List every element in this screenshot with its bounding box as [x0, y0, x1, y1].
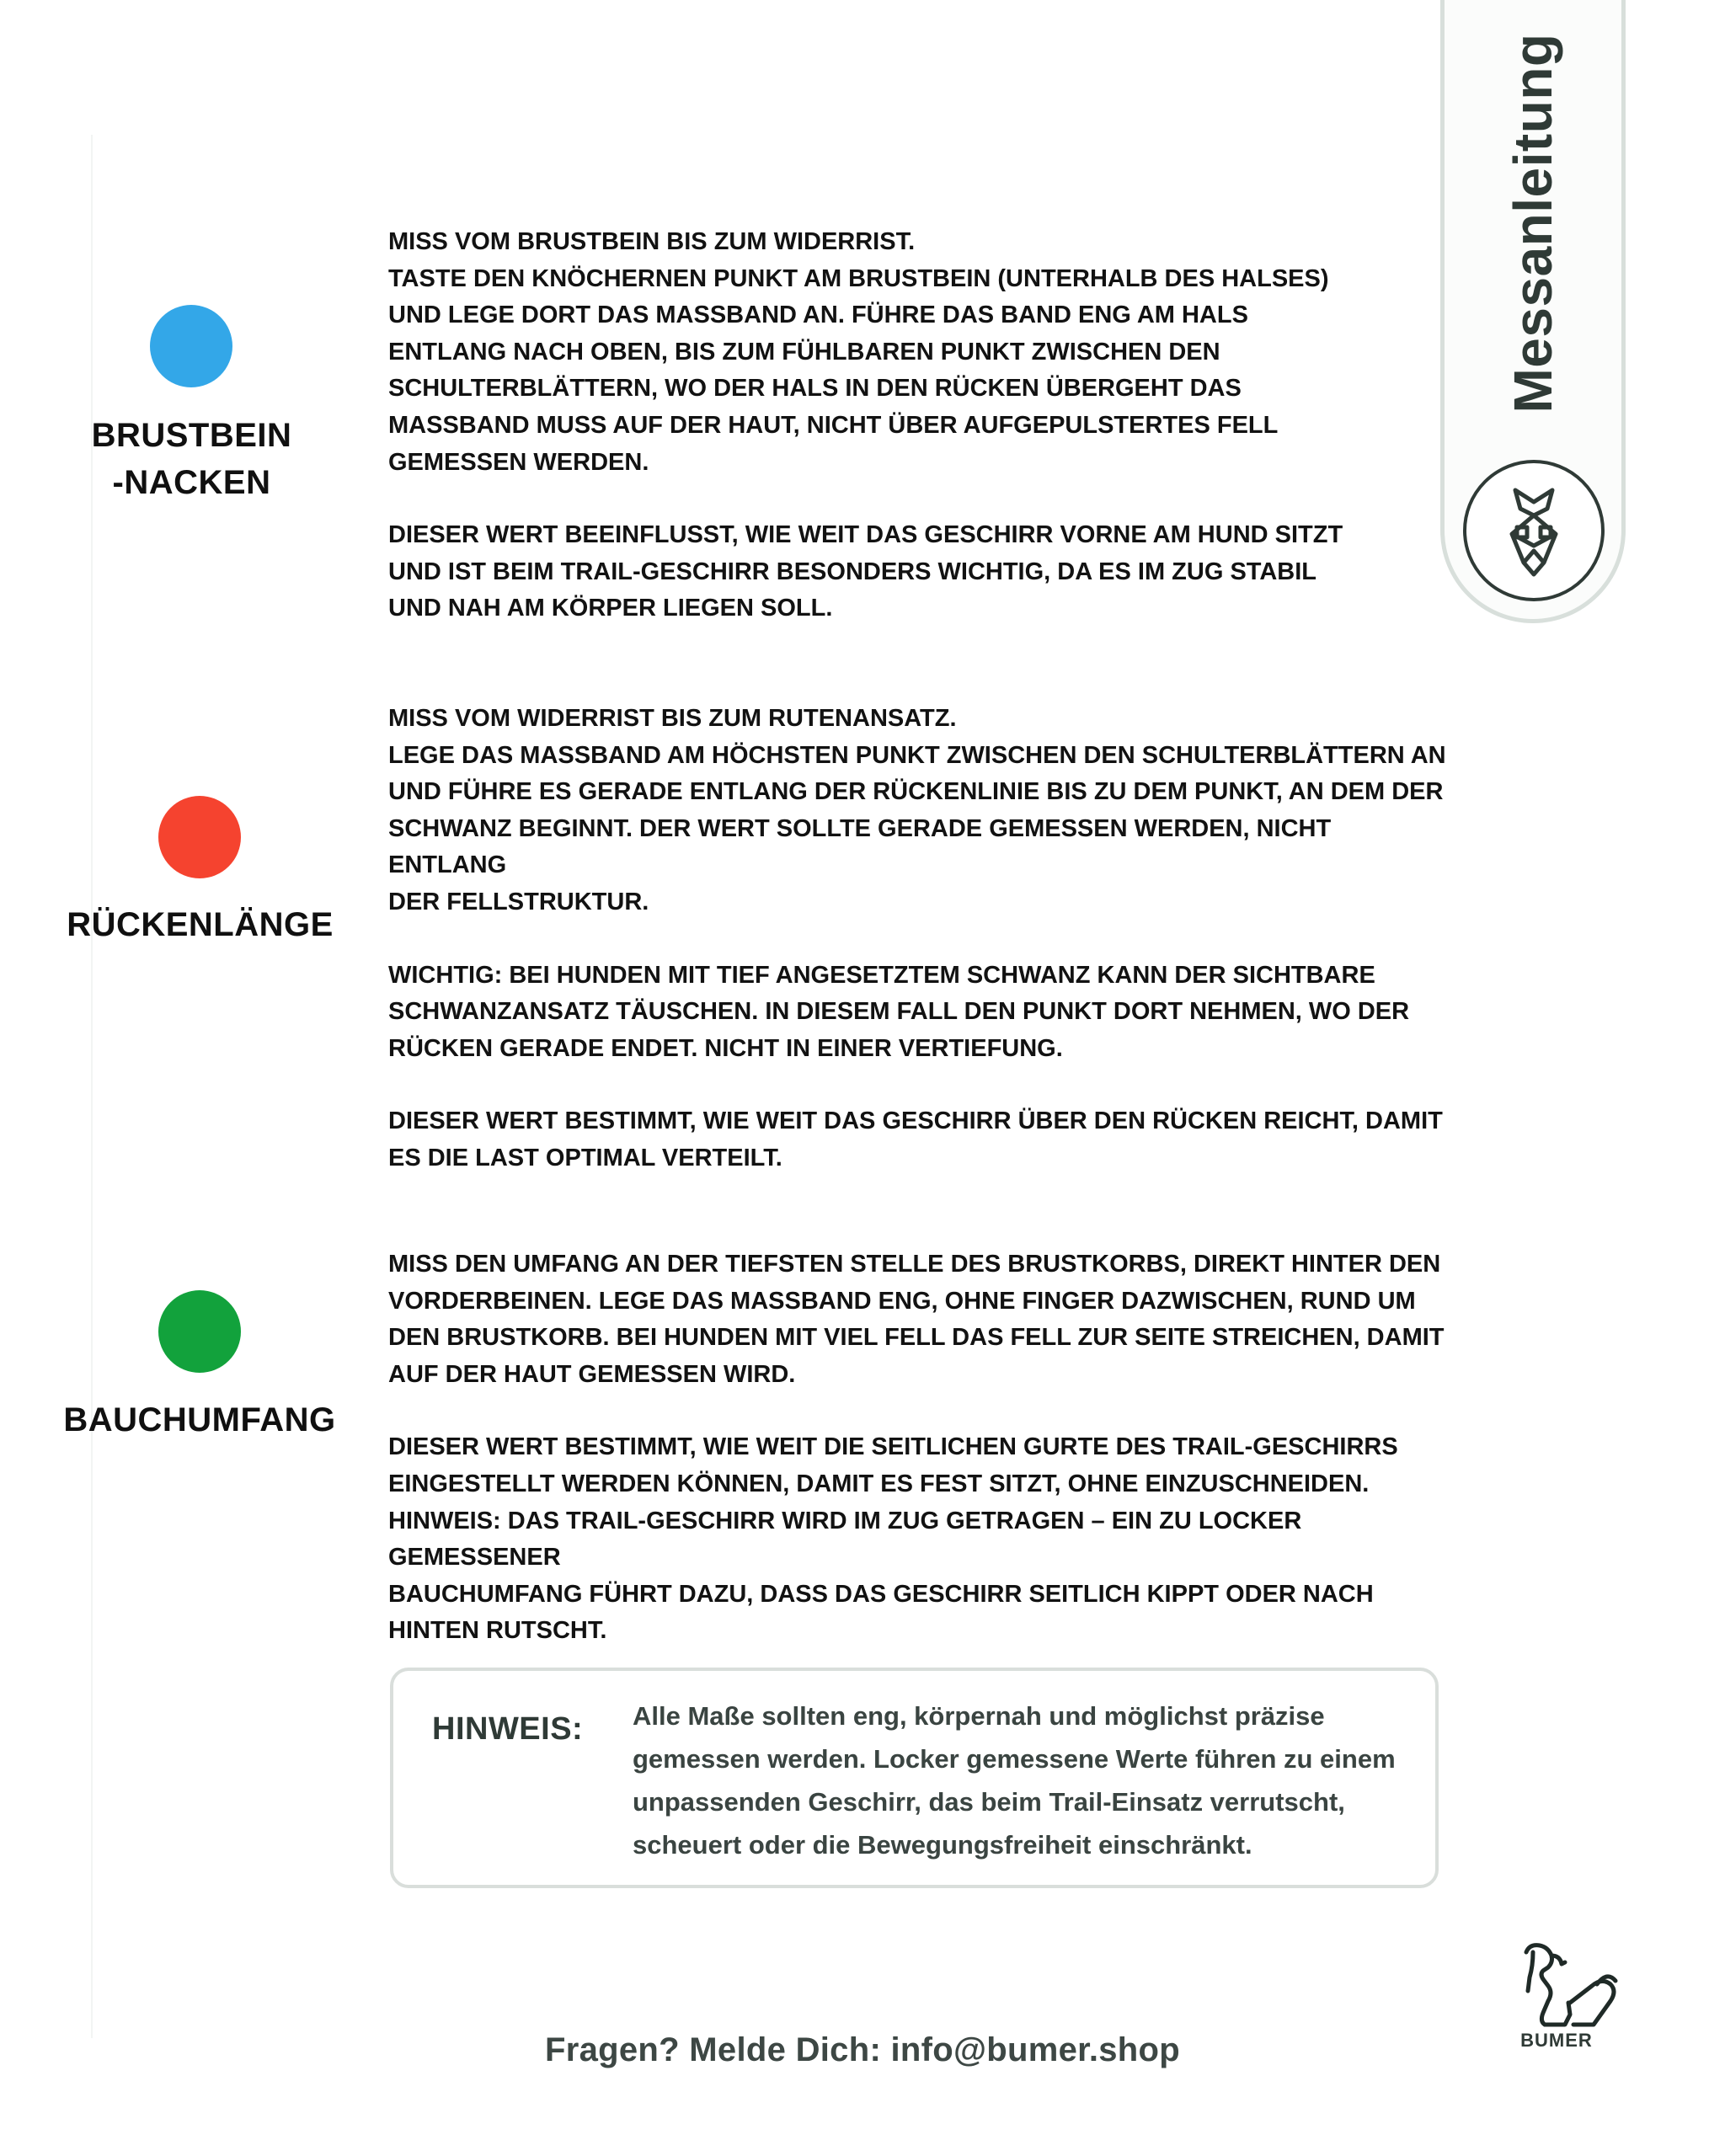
- section-label-brustbein: BRUSTBEIN -NACKEN: [91, 417, 292, 501]
- tab-title: Messanleitung: [1503, 33, 1563, 414]
- hint-box: [390, 1668, 1439, 1888]
- footer-contact: Fragen? Melde Dich: info@bumer.shop: [545, 2031, 1180, 2068]
- logo-wordmark: BUMER: [1520, 2030, 1593, 2051]
- paragraph: MISS VOM BRUSTBEIN BIS ZUM WIDERRIST. TASTE DEN KNÖCHERNEN PUNKT AM BRUSTBEIN (UNTERHALB DES HALSES) UND LEGE DORT DAS MASSBAND AN. FÜHRE DAS BAND ENG AM HALS ENTLANG NACH OBEN, BIS ZUM FÜHLBAREN PUNKT ZWISCHEN DEN SCHULTERBLÄTTERN, WO DER HALS IN DEN RÜCKEN ÜBERGEHT DAS MASSBAND MUSS AUF DER HAUT, NICHT ÜBER AUFGEPULSTERTES FELL GEMESSEN WERDEN.: [388, 228, 1329, 476]
- section-text-bauchumfang: [388, 1246, 1450, 1650]
- paragraph: WICHTIG: BEI HUNDEN MIT TIEF ANGESETZTEM SCHWANZ KANN DER SICHTBARE SCHWANZANSATZ TÄUSCHEN. IN DIESEM FALL DEN PUNKT DORT NEHMEN, WO DER RÜCKEN GERADE ENDET. NICHT IN EINER VERTIEFUNG.: [388, 961, 1410, 1062]
- hint-title: HINWEIS:: [432, 1711, 584, 1747]
- paragraph: MISS DEN UMFANG AN DER TIEFSTEN STELLE DES BRUSTKORBS, DIREKT HINTER DEN VORDERBEINEN. LEGE DAS MASSBAND ENG, OHNE FINGER DAZWISCHEN, RUND UM DEN BRUSTKORB. BEI HUNDEN MIT VIEL FELL DAS FELL ZUR SEITE STREICHEN, DAMIT AUF DER HAUT GEMESSEN WIRD.: [388, 1251, 1445, 1388]
- section-label-bauchumfang: BAUCHUMFANG: [63, 1401, 336, 1438]
- green-marker-dot: [158, 1290, 241, 1373]
- section-label-rueckenlaenge: RÜCKENLÄNGE: [67, 906, 334, 943]
- paragraph: DIESER WERT BESTIMMT, WIE WEIT DIE SEITLICHEN GURTE DES TRAIL-GESCHIRRS EINGESTELLT WERDEN KÖNNEN, DAMIT ES FEST SITZT, OHNE EINZUSCHNEIDEN. HINWEIS: DAS TRAIL-GESCHIRR WIRD IM ZUG GETRAGEN – EIN ZU LOCKER GEMESSENER BAUCHUMFANG FÜHRT DAZU, DASS DAS GESCHIRR SEITLICH KIPPT ODER NACH HINTEN RUTSCHT.: [388, 1433, 1398, 1645]
- paragraph: DIESER WERT BEEINFLUSST, WIE WEIT DAS GESCHIRR VORNE AM HUND SITZT UND IST BEIM TRAIL-GESCHIRR BESONDERS WICHTIG, DA ES IM ZUG STABIL UND NAH AM KÖRPER LIEGEN SOLL.: [388, 521, 1343, 622]
- harness-icon: [1463, 460, 1605, 601]
- section-text-rueckenlaenge: [388, 701, 1450, 1177]
- red-marker-dot: [158, 796, 241, 878]
- hint-body: Alle Maße sollten eng, körpernah und möglichst präzise gemessen werden. Locker gemessene Werte führen zu einem unpassenden Geschirr, das beim Trail-Einsatz verrutscht, scheuert oder die Bewegungsfreiheit einschränkt.: [633, 1701, 1396, 1860]
- section-text-brustbein: [388, 224, 1450, 627]
- blue-marker-dot: [150, 305, 232, 387]
- paragraph: MISS VOM WIDERRIST BIS ZUM RUTENANSATZ. LEGE DAS MASSBAND AM HÖCHSTEN PUNKT ZWISCHEN DEN SCHULTERBLÄTTERN AN UND FÜHRE ES GERADE ENTLANG DER RÜCKENLINIE BIS ZU DEM PUNKT, AN DEM DER SCHWANZ BEGINNT. DER WERT SOLLTE GERADE GEMESSEN WERDEN, NICHT ENTLANG DER FELLSTRUKTUR.: [388, 705, 1446, 915]
- paragraph: DIESER WERT BESTIMMT, WIE WEIT DAS GESCHIRR ÜBER DEN RÜCKEN REICHT, DAMIT ES DIE LAST OPTIMAL VERTEILT.: [388, 1107, 1443, 1171]
